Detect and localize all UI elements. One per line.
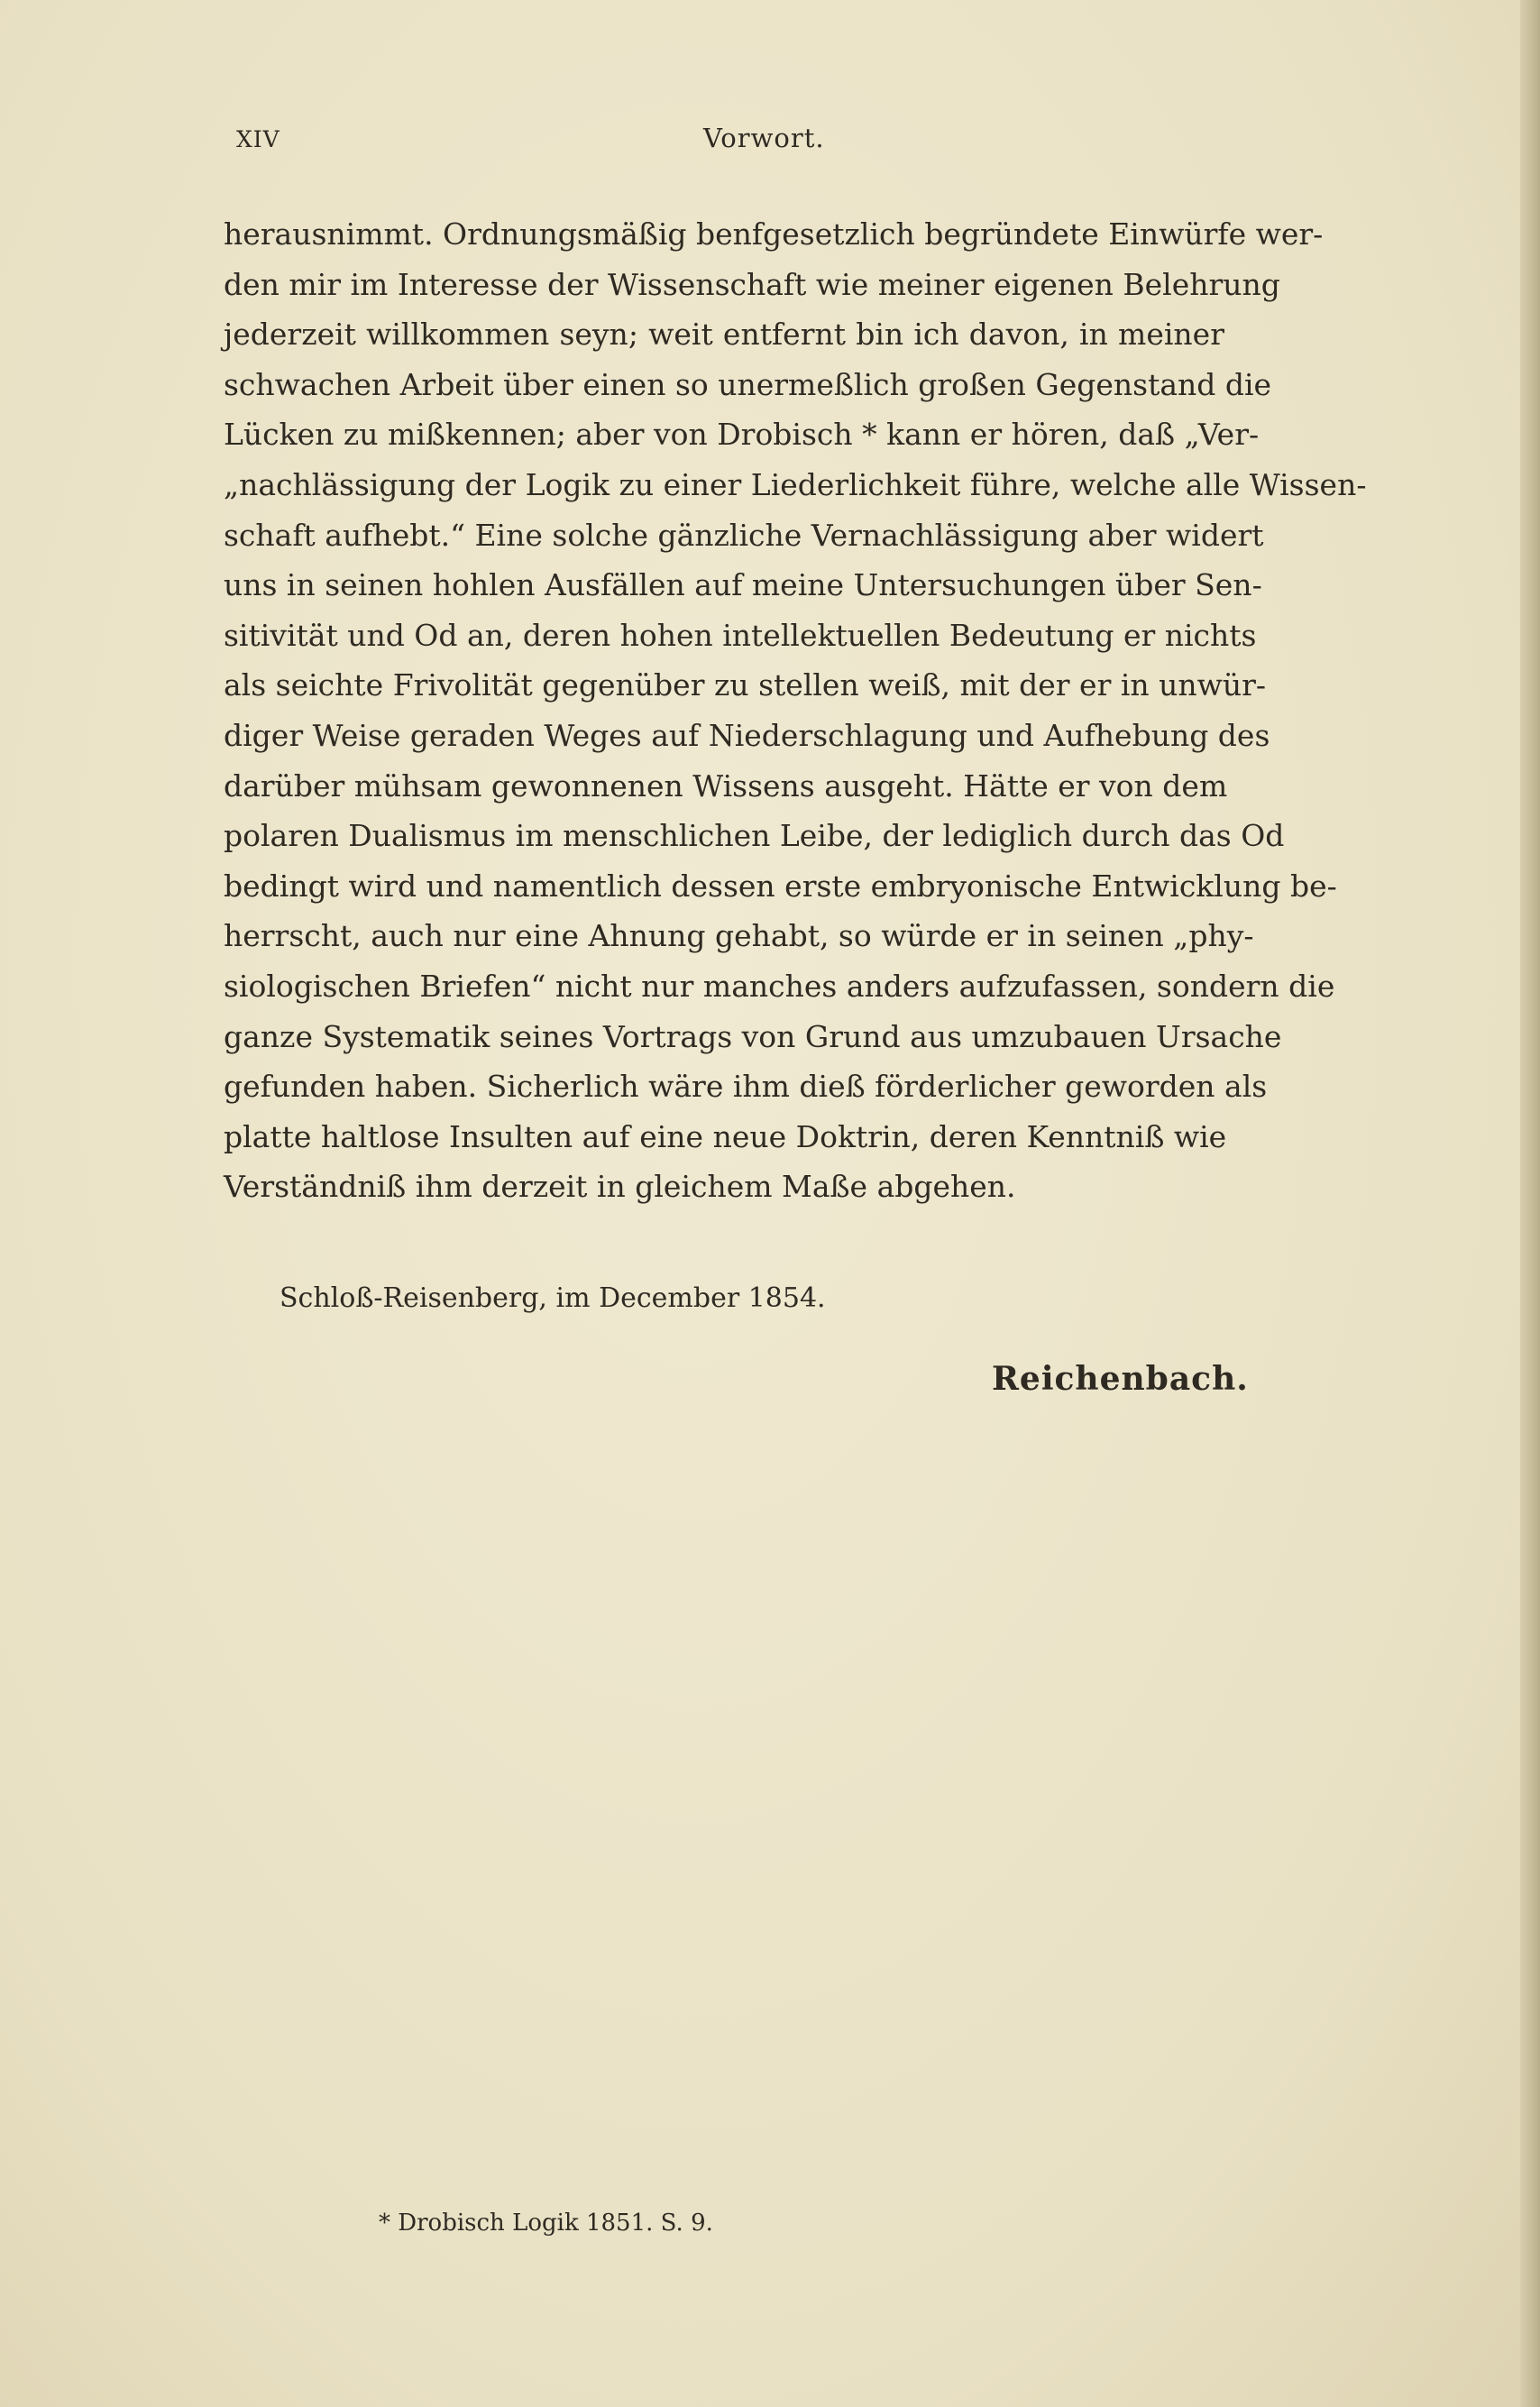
text-line: Lücken zu mißkennen; aber von Drobisch * kann er hören, daß „Ver-	[224, 417, 1260, 453]
page-number: XIV	[236, 126, 280, 152]
text-line: schwachen Arbeit über einen so unermeßlich großen Gegenstand die	[224, 366, 1272, 402]
text-line: „nachlässigung der Logik zu einer Liederlichkeit führe, welche alle Wissen-	[224, 466, 1367, 502]
text-line: herausnimmt. Ordnungsmäßig benfgesetzlich begründete Einwürfe wer-	[224, 216, 1324, 252]
footnote: * Drobisch Logik 1851. S. 9.	[379, 2209, 713, 2237]
author-signature: Reichenbach.	[992, 1360, 1249, 1398]
text-line: herrscht, auch nur eine Ahnung gehabt, so würde er in seinen „phy-	[224, 918, 1254, 954]
text-line: als seichte Frivolität gegenüber zu stellen weiß, mit der er in unwür-	[224, 667, 1267, 703]
running-head: Vorwort.	[703, 123, 825, 153]
text-line: ganze Systematik seines Vortrags von Grund aus umzubauen Ursache	[224, 1018, 1282, 1054]
page-edge-shadow	[1520, 0, 1540, 2407]
text-line: schaft aufhebt.“ Eine solche gänzliche Vernachlässigung aber widert	[224, 517, 1264, 553]
text-line: bedingt wird und namentlich dessen erste embryonische Entwicklung be-	[224, 868, 1337, 904]
place-date-line: Schloß-Reisenberg, im December 1854.	[280, 1282, 826, 1314]
text-line: polaren Dualismus im menschlichen Leibe, der lediglich durch das Od	[224, 818, 1285, 854]
text-line: uns in seinen hohlen Ausfällen auf meine Untersuchungen über Sen-	[224, 567, 1262, 603]
text-line: gefunden haben. Sicherlich wäre ihm dieß förderlicher geworden als	[224, 1069, 1268, 1105]
text-line: siologischen Briefen“ nicht nur manches anders aufzufassen, sondern die	[224, 968, 1335, 1004]
text-line: den mir im Interesse der Wissenschaft wie meiner eigenen Belehrung	[224, 266, 1280, 302]
text-line: Verständniß ihm derzeit in gleichem Maße abgehen.	[224, 1169, 1016, 1205]
text-line: diger Weise geraden Weges auf Niederschlagung und Aufhebung des	[224, 717, 1270, 753]
body-paragraph	[224, 209, 1367, 1212]
text-line: darüber mühsam gewonnenen Wissens ausgeht. Hätte er von dem	[224, 767, 1228, 804]
text-line: jederzeit willkommen seyn; weit entfernt bin ich davon, in meiner	[224, 317, 1224, 353]
text-line: platte haltlose Insulten auf eine neue Doktrin, deren Kenntniß wie	[224, 1118, 1227, 1154]
text-line: sitivität und Od an, deren hohen intellektuellen Bedeutung er nichts	[224, 617, 1257, 653]
